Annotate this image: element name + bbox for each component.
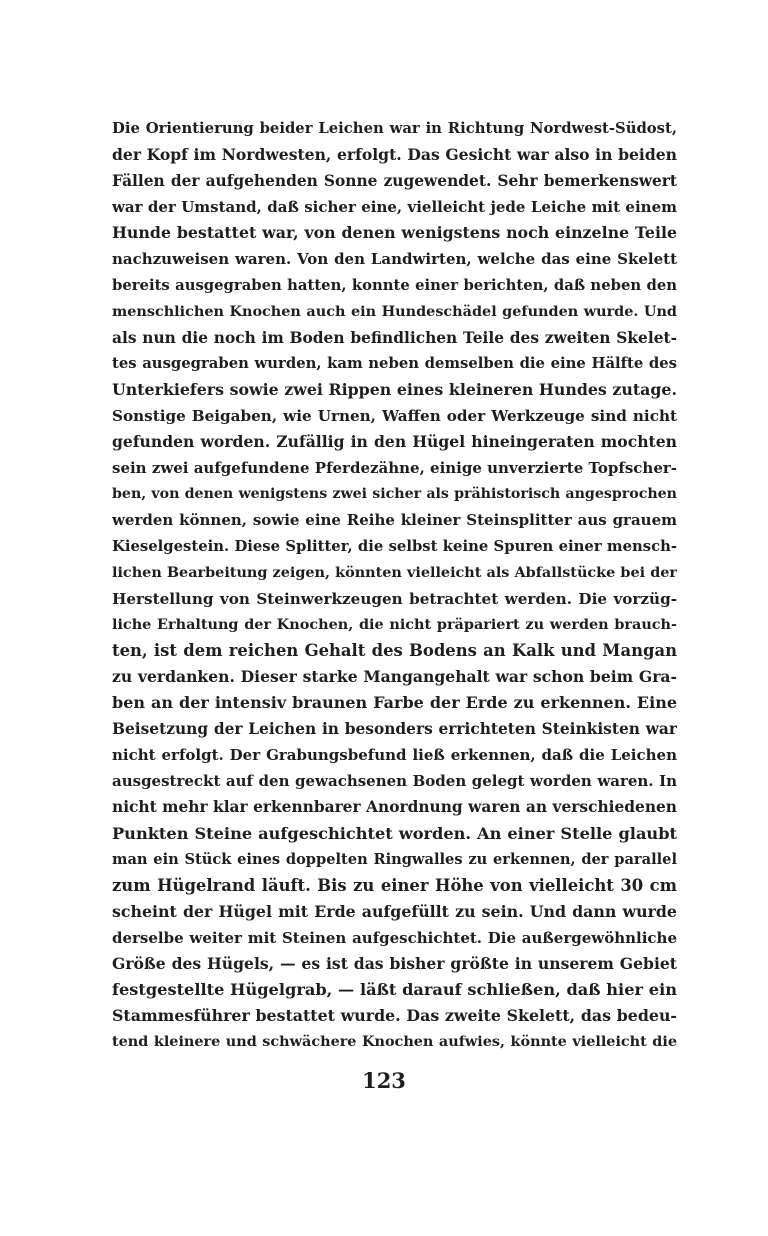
text-line: der Kopf im Nordwesten, erfolgt. Das Gesicht war also in beiden: [112, 145, 677, 165]
text-line: liche Erhaltung der Knochen, die nicht präpariert zu werden brauch-: [112, 615, 677, 633]
text-line: tend kleinere und schwächere Knochen aufwies, könnte vielleicht die: [112, 1033, 677, 1051]
text-line: Größe des Hügels, — es ist das bisher größte in unserem Gebiet: [112, 954, 677, 973]
text-line: derselbe weiter mit Steinen aufgeschichtet. Die außergewöhnliche: [112, 928, 677, 947]
text-line: Kieselgestein. Diese Splitter, die selbst keine Spuren einer mensch-: [112, 537, 677, 555]
text-line: Stammesführer bestattet wurde. Das zweite Skelett, das bedeu-: [112, 1006, 677, 1026]
text-line: scheint der Hügel mit Erde aufgefüllt zu sein. Und dann wurde: [112, 901, 677, 921]
text-line: nicht mehr klar erkennbarer Anordnung waren an verschiedenen: [112, 798, 677, 817]
text-line: war der Umstand, daß sicher eine, vielleicht jede Leiche mit einem: [112, 198, 677, 217]
text-line: man ein Stück eines doppelten Ringwalles zu erkennen, der parallel: [112, 850, 677, 868]
text-line: Punkten Steine aufgeschichtet worden. An einer Stelle glaubt: [112, 823, 677, 843]
text-line: sein zwei aufgefundene Pferdezähne, einige unverzierte Topfscher-: [112, 459, 677, 478]
text-line: Sonstige Beigaben, wie Urnen, Waffen oder Werkzeuge sind nicht: [112, 407, 677, 426]
text-line: lichen Bearbeitung zeigen, könnten vielleicht als Abfallstücke bei der: [112, 563, 677, 581]
text-line: festgestellte Hügelgrab, — läßt darauf schließen, daß hier ein: [112, 980, 677, 1000]
text-line: Die Orientierung beider Leichen war in Richtung Nordwest-Südost,: [112, 120, 677, 137]
text-line: menschlichen Knochen auch ein Hundeschädel gefunden wurde. Und: [112, 302, 677, 320]
text-line: nicht erfolgt. Der Grabungsbefund ließ erkennen, daß die Leichen: [112, 746, 677, 765]
text-line: Beisetzung der Leichen in besonders errichteten Steinkisten war: [112, 720, 677, 739]
text-line: ben an der intensiv braunen Farbe der Erde zu erkennen. Eine: [112, 693, 677, 713]
text-line: bereits ausgegraben hatten, konnte einer berichten, daß neben den: [112, 276, 677, 294]
text-line: ten, ist dem reichen Gehalt des Bodens an Kalk und Mangan: [112, 640, 677, 660]
text-line: ausgestreckt auf den gewachsenen Boden gelegt worden waren. In: [112, 772, 677, 791]
text-line: Herstellung von Steinwerkzeugen betrachtet werden. Die vorzüg-: [112, 589, 677, 608]
text-line: zum Hügelrand läuft. Bis zu einer Höhe von vielleicht 30 cm: [112, 875, 677, 895]
text-line: gefunden worden. Zufällig in den Hügel hineingeraten mochten: [112, 432, 677, 452]
text-line: zu verdanken. Dieser starke Mangangehalt war schon beim Gra-: [112, 666, 677, 686]
text-line: Hunde bestattet war, von denen wenigstens noch einzelne Teile: [112, 223, 677, 243]
text-line: Fällen der aufgehenden Sonne zugewendet. Sehr bemerkenswert: [112, 172, 677, 191]
body-text: [112, 116, 677, 1055]
text-line: werden können, sowie eine Reihe kleiner Steinsplitter aus grauem: [112, 511, 677, 530]
text-line: ben, von denen wenigstens zwei sicher als prähistorisch angesprochen: [112, 486, 677, 503]
text-line: tes ausgegraben wurden, kam neben demselben die eine Hälfte des: [112, 354, 677, 372]
text-line: nachzuweisen waren. Von den Landwirten, welche das eine Skelett: [112, 250, 677, 269]
page-number: 123: [362, 1068, 406, 1093]
text-line: als nun die noch im Boden befindlichen Teile des zweiten Skelet-: [112, 328, 677, 347]
text-line: Unterkiefers sowie zwei Rippen eines kleineren Hundes zutage.: [112, 379, 677, 399]
